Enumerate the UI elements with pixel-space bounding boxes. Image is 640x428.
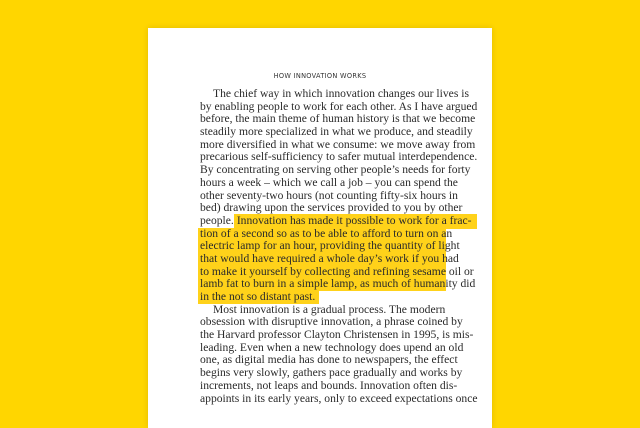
text-line: The chief way in which innovation changes our lives is [213, 87, 469, 100]
highlighted-line[interactable]: electric lamp for an hour, providing the quantity of light [200, 239, 460, 253]
text-line: By concentrating on serving other people’s needs for forty [200, 163, 471, 177]
text-line: more diversified in what we consume: we move away from [200, 137, 476, 151]
text-line: the Harvard professor Clayton Christensen in 1995, is mis- [200, 328, 474, 342]
highlighted-line[interactable]: in the not so distant past. [198, 291, 319, 304]
text-line: increments, not leaps and bounds. Innovation often dis- [200, 378, 458, 392]
body-text [200, 87, 478, 405]
highlight[interactable]: Innovation has made it possible to work for a frac- [235, 215, 476, 228]
text-line: hours a week – which we call a job – you can spend the [200, 175, 458, 189]
text-line [200, 213, 472, 228]
text-line: bed) drawing upon the services provided to you by other [200, 201, 463, 215]
text-line: begins very slowly, gathers pace gradually and works by [200, 366, 463, 380]
text-plain: people. [200, 213, 234, 227]
highlighted-line[interactable]: tion of a second so as to be able to afford to turn on an [200, 226, 453, 240]
text-line: steadily more specialized in what we produce, and steadily [200, 125, 473, 139]
running-header: HOW INNOVATION WORKS [273, 72, 367, 80]
text-line: obsession with disruptive innovation, a phrase coined by [200, 315, 463, 329]
highlighted-line[interactable]: that would have required a whole day’s work if you had [200, 251, 459, 265]
text-line: other seventy-two hours (not counting fifty-six hours in [200, 188, 458, 202]
highlighted-line[interactable]: lamb fat to burn in a simple lamp, as much of humanity did [200, 277, 476, 291]
text-line: Most innovation is a gradual process. The modern [213, 302, 446, 316]
text-line [200, 291, 442, 304]
text-line: appoints in its early years, only to exceed expectations once [200, 391, 478, 405]
text-line: by enabling people to work for each other. As I have argued [200, 99, 478, 113]
text-line: precarious self-sufficiency to safer mutual interdependence. [200, 150, 478, 164]
text-line: before, the main theme of human history is that we become [200, 112, 476, 126]
book-page [148, 28, 492, 428]
highlighted-line[interactable]: to make it yourself by collecting and refining sesame oil or [200, 264, 474, 278]
text-line: leading. Even when a new technology does upend an old [200, 340, 464, 354]
text-line: one, as digital media has done to newspapers, the effect [200, 353, 458, 367]
